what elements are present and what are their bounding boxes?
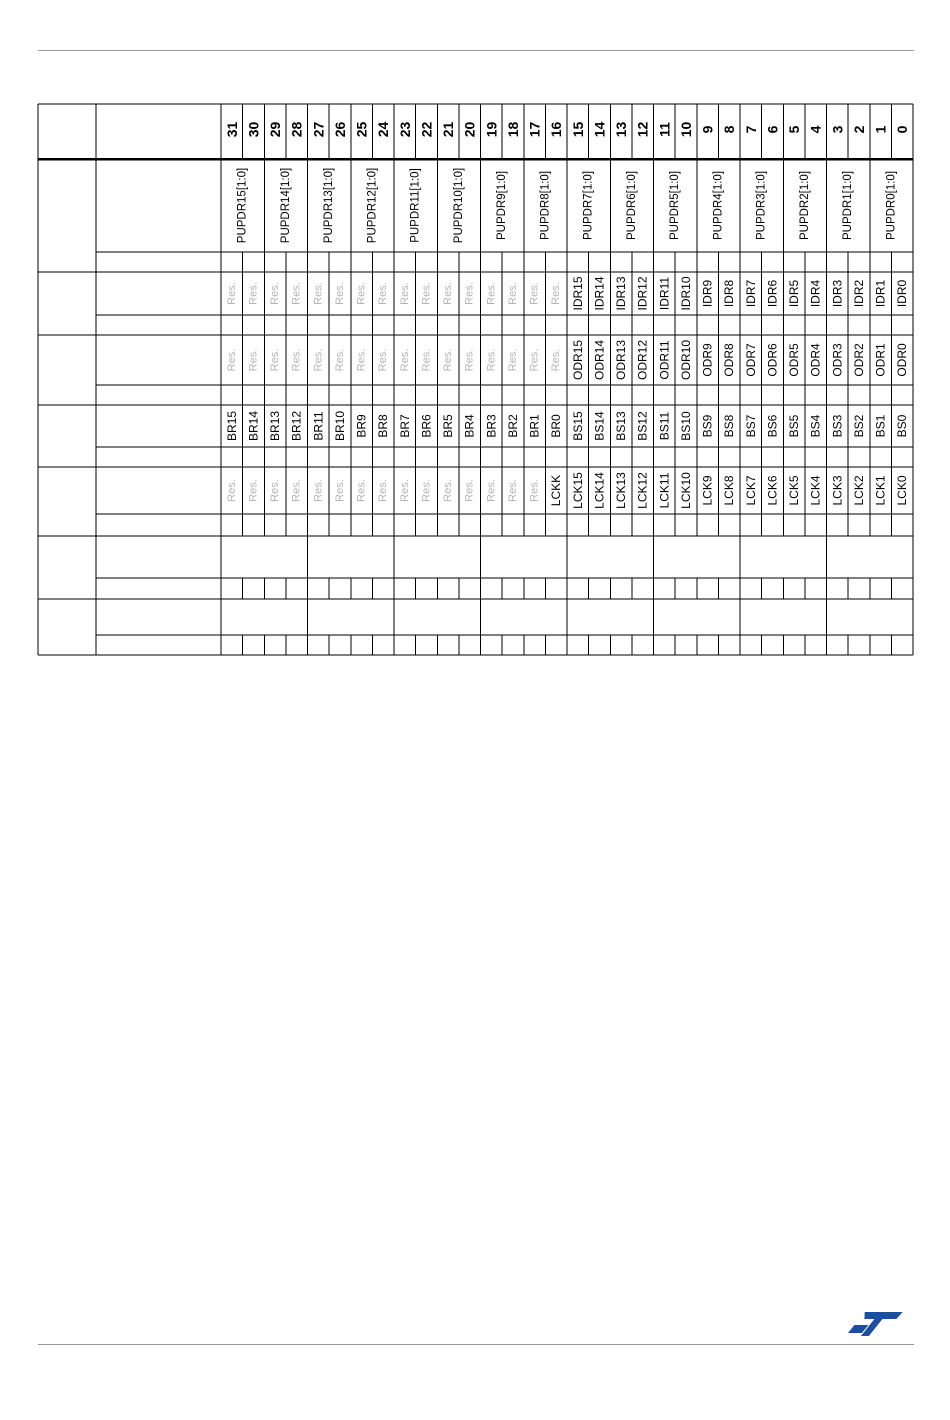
- bit-number: 6: [764, 125, 781, 134]
- reserved-field-label: Res.: [463, 479, 476, 502]
- reserved-field-label: Res.: [528, 348, 541, 372]
- field-label: PUPDR14[1:0]: [279, 167, 292, 244]
- field-label: BR3: [484, 414, 499, 438]
- reserved-field-label: Res.: [506, 282, 519, 305]
- field-label: BR14: [246, 410, 261, 442]
- field-label: ODR11: [657, 340, 672, 380]
- field-label: IDR7: [743, 279, 758, 308]
- st-logo-s-shape: [857, 1312, 903, 1336]
- reserved-field-label: Res.: [398, 479, 411, 502]
- reserved-field-label: Res.: [247, 479, 260, 502]
- field-label: IDR8: [722, 279, 737, 308]
- field-label: LCK4: [808, 475, 823, 506]
- field-label: BS10: [678, 411, 693, 441]
- bit-number: 24: [375, 121, 392, 138]
- field-label: IDR9: [700, 279, 715, 308]
- field-label: BR4: [462, 414, 477, 438]
- field-label: ODR6: [765, 343, 780, 377]
- field-label: ODR10: [678, 339, 693, 381]
- reserved-field-label: Res.: [247, 348, 260, 372]
- st-logo: [848, 1308, 910, 1340]
- reserved-field-label: Res.: [463, 282, 476, 305]
- reserved-field-label: Res.: [506, 348, 519, 372]
- field-label: PUPDR4[1:0]: [712, 170, 725, 241]
- reserved-field-label: Res.: [398, 348, 411, 372]
- field-label: LCK11: [657, 472, 672, 509]
- field-label: BS15: [570, 411, 585, 441]
- field-label: LCKK: [549, 474, 564, 507]
- field-label: IDR4: [808, 279, 823, 308]
- field-label: IDR5: [787, 279, 802, 308]
- field-label: ODR14: [592, 339, 607, 381]
- bit-number: 12: [634, 121, 651, 138]
- field-label: IDR1: [873, 279, 888, 308]
- field-label: BR7: [397, 414, 412, 438]
- field-label: LCK14: [592, 472, 607, 509]
- field-label: PUPDR3[1:0]: [755, 170, 768, 241]
- field-label: BS2: [851, 414, 866, 438]
- field-label: LCK12: [635, 472, 650, 509]
- reserved-field-label: Res.: [485, 348, 498, 372]
- reserved-field-label: Res.: [463, 348, 476, 372]
- field-label: IDR13: [614, 276, 629, 311]
- reserved-field-label: Res.: [355, 348, 368, 372]
- field-label: PUPDR11[1:0]: [409, 168, 422, 243]
- field-label: LCK10: [678, 472, 693, 509]
- field-label: LCK1: [873, 475, 888, 506]
- reserved-field-label: Res.: [442, 348, 455, 372]
- field-label: LCK0: [895, 475, 910, 506]
- field-label: LCK2: [851, 475, 866, 506]
- bit-number: 4: [807, 125, 824, 134]
- reserved-field-label: Res.: [485, 479, 498, 502]
- field-label: LCK9: [700, 475, 715, 506]
- field-label: ODR7: [743, 343, 758, 377]
- reserved-field-label: Res.: [225, 282, 238, 305]
- field-label: IDR11: [657, 276, 672, 311]
- field-label: BS3: [830, 414, 845, 438]
- field-label: PUPDR13[1:0]: [323, 167, 336, 244]
- reserved-field-label: Res.: [333, 348, 346, 372]
- bit-number: 20: [461, 121, 478, 138]
- bit-number: 23: [396, 121, 413, 138]
- reserved-field-label: Res.: [528, 479, 541, 502]
- field-label: LCK13: [614, 472, 629, 509]
- footer-rule: [38, 1344, 914, 1345]
- bit-number: 15: [569, 121, 586, 138]
- field-label: BR11: [311, 411, 326, 441]
- field-label: ODR8: [722, 343, 737, 377]
- field-label: PUPDR12[1:0]: [366, 167, 379, 244]
- bit-number: 5: [786, 125, 803, 134]
- field-label: BR15: [224, 410, 239, 442]
- field-label: BR2: [505, 414, 520, 438]
- field-label: BS11: [657, 411, 672, 441]
- field-label: IDR6: [765, 279, 780, 308]
- reserved-field-label: Res.: [485, 282, 498, 305]
- field-label: BS12: [635, 411, 650, 441]
- reserved-field-label: Res.: [355, 282, 368, 305]
- reserved-field-label: Res.: [269, 348, 282, 372]
- field-label: PUPDR6[1:0]: [625, 170, 638, 241]
- bit-number: 27: [310, 121, 327, 138]
- field-label: IDR10: [678, 276, 693, 311]
- field-label: IDR2: [851, 279, 866, 308]
- field-label: BR9: [354, 414, 369, 438]
- bit-number: 22: [418, 121, 435, 138]
- bit-number: 8: [721, 125, 738, 134]
- reserved-field-label: Res.: [225, 479, 238, 502]
- field-label: BS14: [592, 411, 607, 441]
- field-label: LCK3: [830, 475, 845, 506]
- field-label: BS6: [765, 414, 780, 438]
- reserved-field-label: Res.: [290, 282, 303, 305]
- field-label: BS5: [787, 414, 802, 438]
- field-label: BS1: [873, 414, 888, 438]
- reserved-field-label: Res.: [247, 282, 260, 305]
- field-label: PUPDR8[1:0]: [539, 170, 552, 241]
- field-label: PUPDR10[1:0]: [452, 167, 465, 244]
- field-label: PUPDR7[1:0]: [582, 170, 595, 241]
- field-label: PUPDR0[1:0]: [885, 170, 898, 241]
- field-label: IDR14: [592, 276, 607, 311]
- bit-number: 13: [613, 121, 630, 138]
- field-label: ODR0: [895, 343, 910, 377]
- field-label: LCK6: [765, 475, 780, 506]
- field-label: PUPDR1[1:0]: [842, 170, 855, 241]
- bit-number: 18: [504, 121, 521, 138]
- reserved-field-label: Res.: [290, 348, 303, 372]
- reserved-field-label: Res.: [550, 282, 563, 305]
- reserved-field-label: Res.: [377, 282, 390, 305]
- field-label: BS7: [743, 414, 758, 438]
- bit-number: 2: [850, 125, 867, 134]
- bit-number: 3: [829, 125, 846, 134]
- reserved-field-label: Res.: [355, 479, 368, 502]
- bit-number: 9: [699, 125, 716, 134]
- bit-number: 26: [331, 121, 348, 138]
- field-label: ODR3: [830, 343, 845, 377]
- bit-number: 19: [483, 121, 500, 138]
- field-label: ODR1: [873, 343, 888, 377]
- bit-number: 29: [267, 121, 284, 138]
- field-label: BS9: [700, 414, 715, 438]
- reserved-field-label: Res.: [528, 282, 541, 305]
- field-label: IDR15: [570, 276, 585, 311]
- field-label: BS8: [722, 414, 737, 438]
- bit-number: 21: [440, 121, 457, 138]
- field-label: IDR0: [895, 279, 910, 308]
- reserved-field-label: Res.: [442, 479, 455, 502]
- reserved-field-label: Res.: [420, 479, 433, 502]
- bit-number: 7: [742, 125, 759, 134]
- field-label: ODR5: [787, 343, 802, 377]
- field-label: BR1: [527, 414, 542, 438]
- field-label: IDR12: [635, 276, 650, 311]
- field-label: LCK15: [570, 472, 585, 509]
- bit-number: 30: [245, 121, 262, 138]
- field-label: ODR2: [851, 343, 866, 377]
- field-label: ODR12: [635, 339, 650, 381]
- reserved-field-label: Res.: [269, 282, 282, 305]
- bit-number: 16: [548, 121, 565, 138]
- field-label: BR12: [289, 410, 304, 442]
- field-label: BS0: [895, 414, 910, 438]
- field-label: LCK5: [787, 475, 802, 506]
- field-label: ODR13: [614, 339, 629, 381]
- field-label: PUPDR2[1:0]: [798, 170, 811, 241]
- field-label: ODR15: [570, 339, 585, 381]
- bit-number: 31: [223, 121, 240, 138]
- reserved-field-label: Res.: [377, 348, 390, 372]
- bit-number: 0: [894, 125, 911, 134]
- reserved-field-label: Res.: [398, 282, 411, 305]
- reserved-field-label: Res.: [333, 282, 346, 305]
- field-label: BR8: [376, 414, 391, 438]
- bit-number: 17: [526, 121, 543, 138]
- reserved-field-label: Res.: [506, 479, 519, 502]
- reserved-field-label: Res.: [312, 282, 325, 305]
- field-label: ODR4: [808, 343, 823, 377]
- field-label: BR13: [268, 410, 283, 442]
- reserved-field-label: Res.: [420, 348, 433, 372]
- field-label: BR6: [419, 414, 434, 438]
- reserved-field-label: Res.: [290, 479, 303, 502]
- field-label: PUPDR5[1:0]: [669, 170, 682, 241]
- reserved-field-label: Res.: [312, 348, 325, 372]
- bit-number: 11: [656, 122, 673, 137]
- bit-number: 14: [591, 121, 608, 138]
- bit-number: 10: [677, 121, 694, 138]
- bit-number: 1: [872, 125, 889, 134]
- reserved-field-label: Res.: [312, 479, 325, 502]
- bit-number: 25: [353, 121, 370, 138]
- field-label: IDR3: [830, 279, 845, 308]
- field-label: LCK8: [722, 475, 737, 506]
- field-label: BS4: [808, 414, 823, 438]
- reserved-field-label: Res.: [225, 348, 238, 372]
- reserved-field-label: Res.: [377, 479, 390, 502]
- reserved-field-label: Res.: [333, 479, 346, 502]
- reserved-field-label: Res.: [269, 479, 282, 502]
- field-label: BR10: [332, 410, 347, 442]
- field-label: BR0: [549, 414, 564, 438]
- reserved-field-label: Res.: [442, 282, 455, 305]
- field-label: BS13: [614, 411, 629, 441]
- field-label: BR5: [441, 414, 456, 438]
- field-label: LCK7: [743, 475, 758, 506]
- reserved-field-label: Res.: [550, 348, 563, 372]
- bit-number: 28: [288, 121, 305, 138]
- field-label: ODR9: [700, 343, 715, 377]
- field-label: PUPDR15[1:0]: [236, 167, 249, 244]
- field-label: PUPDR9[1:0]: [496, 170, 509, 241]
- reserved-field-label: Res.: [420, 282, 433, 305]
